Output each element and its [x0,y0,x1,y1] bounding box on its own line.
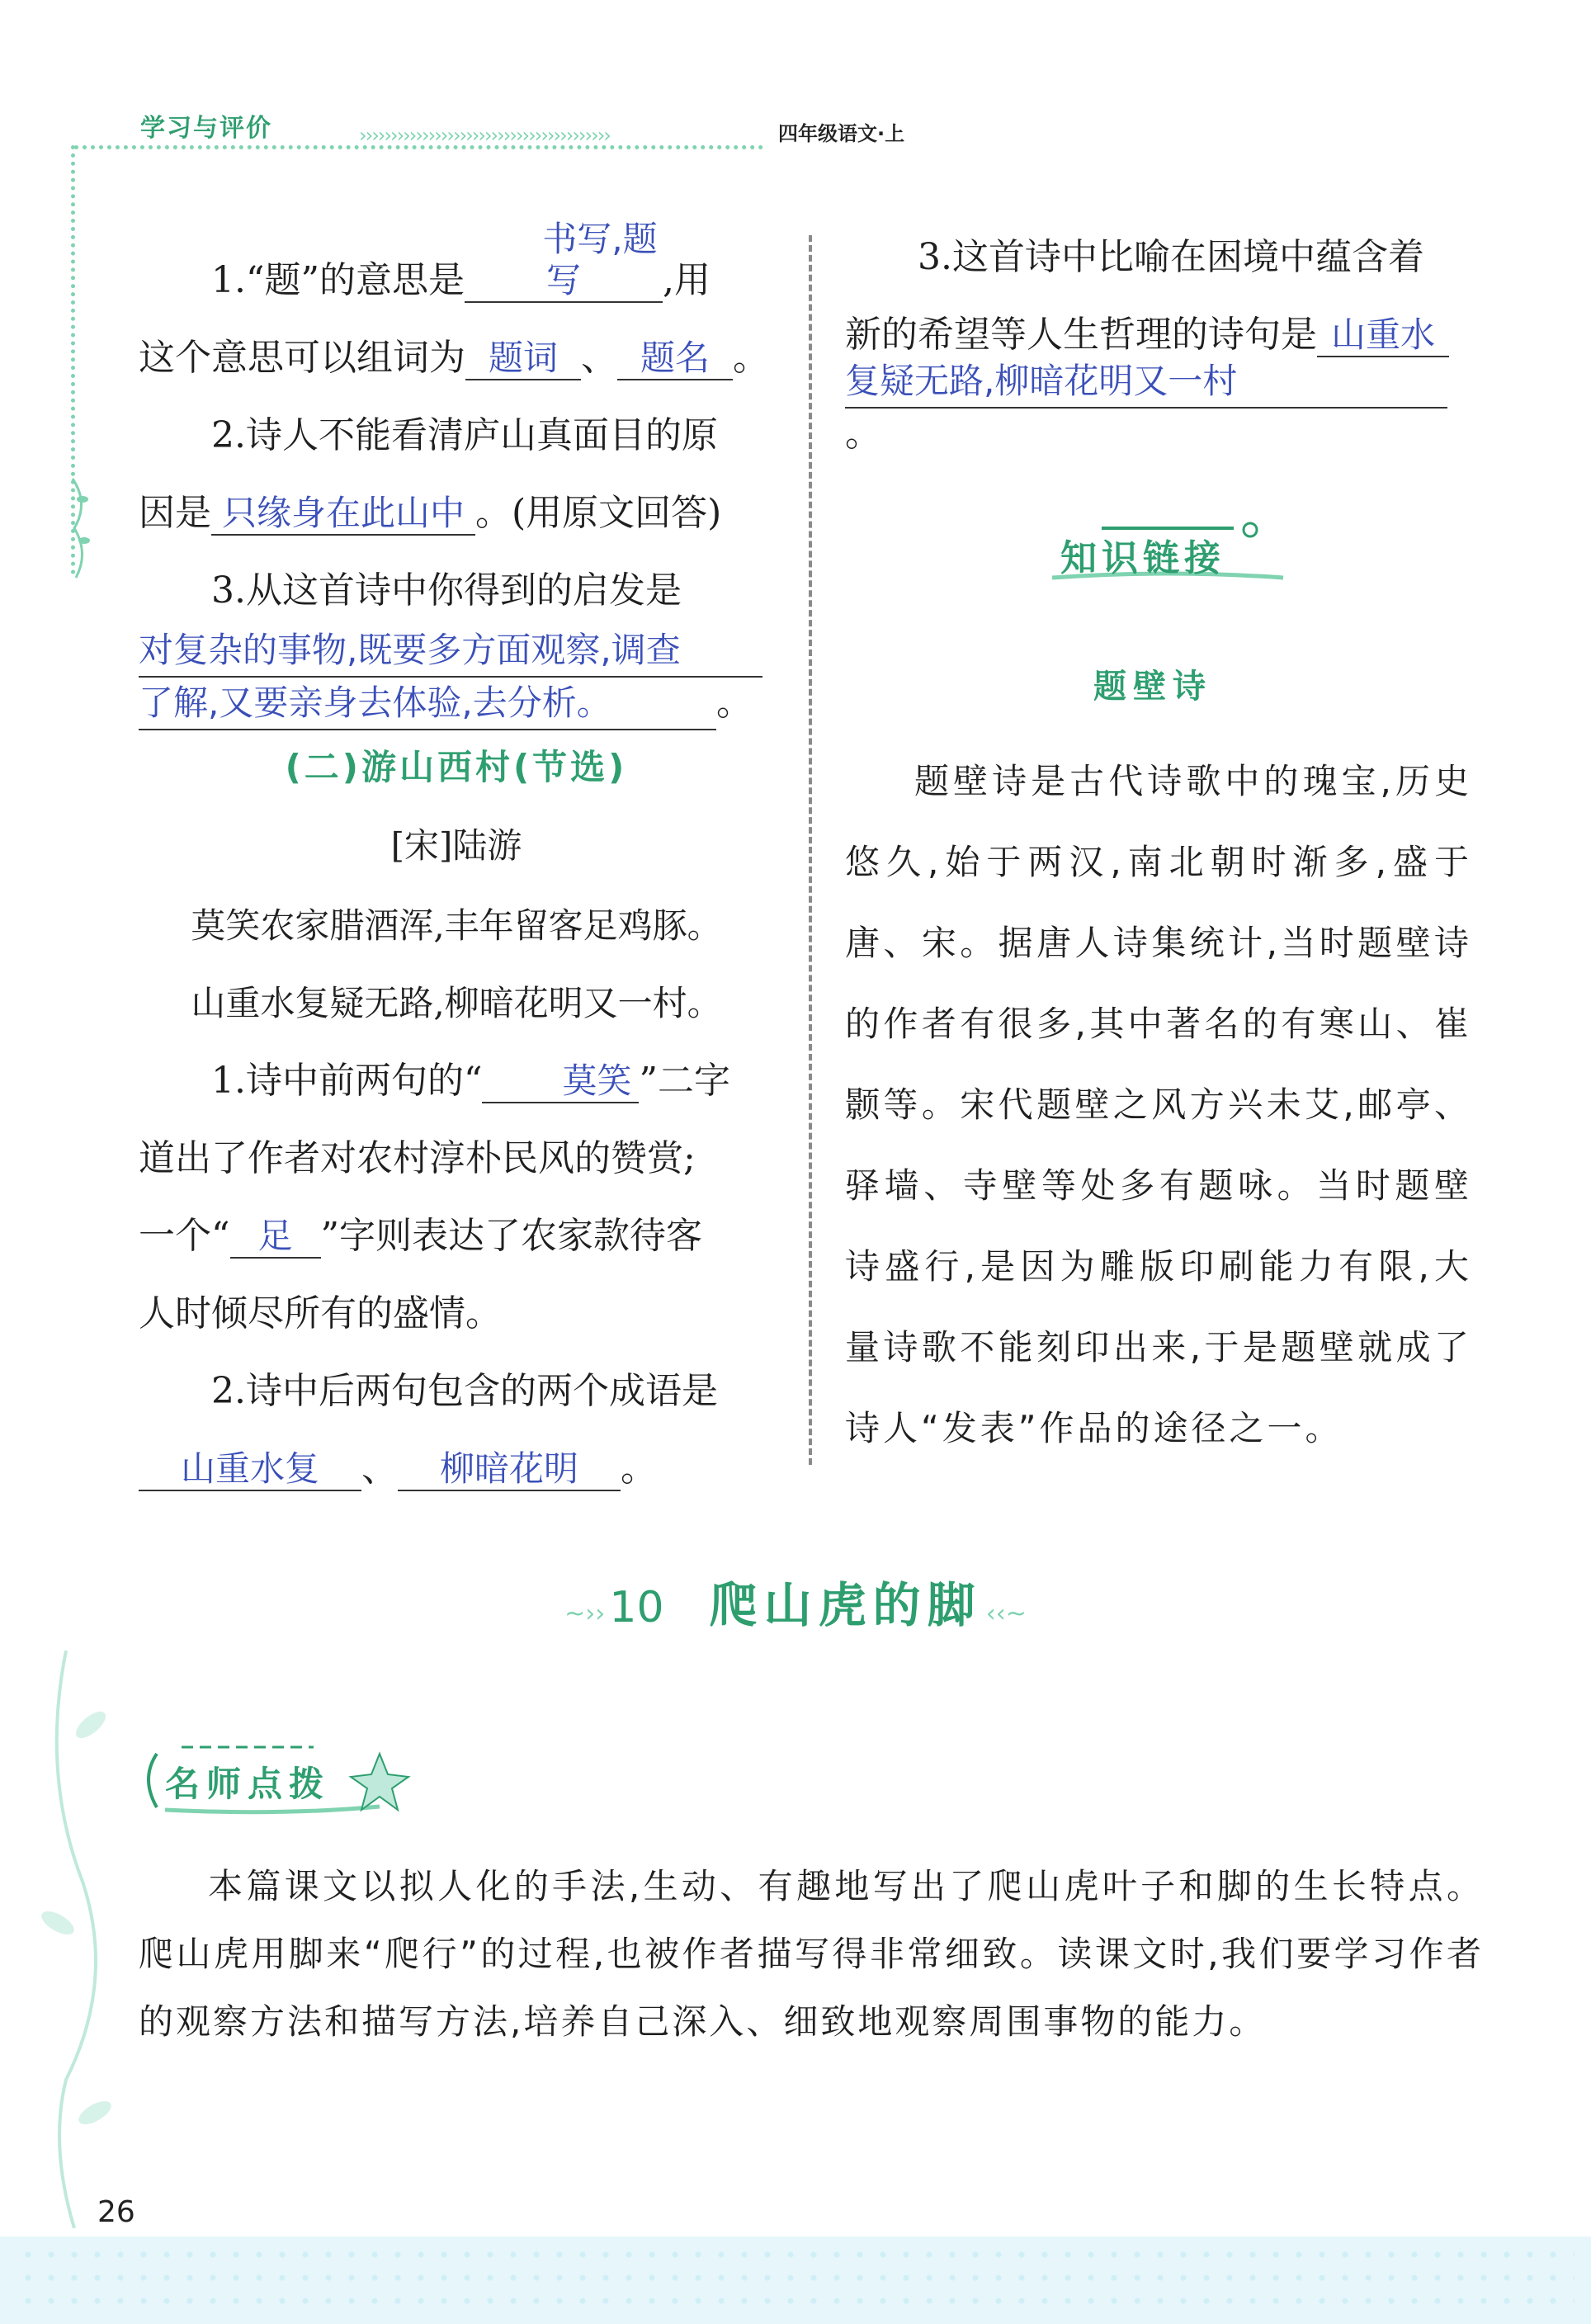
p1: 1.诗中前两句的“ 莫笑 ”二字 [211,1060,730,1102]
knowledge-body: 题壁诗是古代诗歌中的瑰宝,历史悠久,始于两汉,南北朝时渐多,盛于唐、宋。据唐人诗集统计,当时题壁诗的作者有很多,其中著名的有寒山、崔颢等。宋代题壁之风方兴未艾,邮亭、驿墙、寺壁等处多有题咏。当时题壁诗盛行,是因为雕版印刷能力有限,大量诗歌不能刻印出来,于是题壁就成了诗人“发表”作品的途径之一。 [845,761,1472,1448]
answer-blank: 只缘身在此山中 [211,493,475,536]
q3-answer: 对复杂的事物,既要多方面观察,调查 了解,又要亲身去体验,去分析。 。 [139,625,774,730]
header-brand: 学习与评价 [140,114,272,143]
lesson-number: 10 [609,1583,664,1632]
knowledge-link-title: 知识链接 [1060,537,1225,579]
r-q3-answer: 复疑无路,柳暗花明又一村。 [845,356,1480,460]
vine-decoration-icon [33,1651,124,2228]
header-arrow-decoration: ›››››››››››››››››››››››››››››››››››››››› [359,124,610,147]
section2-title: (二)游山西村(节选) [285,747,628,787]
p1-line3: 一个“ 足 ”字则表达了农家款待客 [139,1215,702,1257]
teacher-tip-badge [132,1737,421,1820]
poem-author: [宋]陆游 [390,825,522,866]
lesson-deco-right: ‹‹~ [985,1599,1027,1628]
knowledge-title: 题壁诗 [1093,668,1212,706]
answer-blank: 莫笑 [482,1060,639,1103]
lesson-title: 爬山虎的脚 [709,1577,982,1633]
teacher-tip-title: 名师点拨 [165,1764,331,1804]
answer-blank: 书写,题写 [465,219,663,303]
knowledge-link-badge [1036,520,1300,584]
answer-blank: 山重水复 [139,1448,361,1491]
lesson-heading [0,1566,1591,1636]
teacher-tip-body: 本篇课文以拟人化的手法,生动、有趣地写出了爬山虎叶子和脚的生长特点。爬山虎用脚来“爬行”的过程,也被作者描写得非常细致。读课文时,我们要学习作者的观察方法和描写方法,培养自己深入、细致地观察周围事物的能力。 [139,1866,1484,2042]
q2-line2: 因是 只缘身在此山中 。(用原文回答) [139,492,722,534]
page-number: 26 [97,2195,135,2229]
p2-line2: 山重水复 、 柳暗花明 。 [139,1430,774,1508]
q1-line2: 这个意思可以组词为 题词 、 题名 。 [139,337,769,379]
leaf-sprig-icon [64,470,97,586]
answer-blank: 题名 [617,338,733,380]
footer-dot-pattern [17,2243,1574,2317]
r-q3-line2: 新的希望等人生哲理的诗句是 山重水 [845,296,1480,374]
p1-line2: 道出了作者对农村淳朴民风的赞赏; [139,1137,696,1179]
q2: 2.诗人不能看清庐山真面目的原 [211,414,718,456]
answer-blank: 题词 [465,338,581,380]
header-grade: 四年级语文·上 [778,122,905,145]
lesson-deco-left: ~›› [564,1599,606,1628]
header-dotted-line [74,145,763,149]
left-column [139,219,774,1508]
column-divider [809,235,812,1465]
q1: 1.“题”的意思是书写,题写 ,用 [211,219,711,301]
r-q3: 3.这首诗中比喻在困境中蕴含着 [918,236,1424,278]
poem-line1: 莫笑农家腊酒浑,丰年留客足鸡豚。 [191,905,722,946]
p2: 2.诗中后两句包含的两个成语是 [211,1370,718,1412]
p1-line4: 人时倾尽所有的盛情。 [139,1292,502,1334]
q3: 3.从这首诗中你得到的启发是 [211,569,682,612]
right-column [845,219,1480,460]
answer-blank: 足 [230,1216,321,1259]
poem-line2: 山重水复疑无路,柳暗花明又一村。 [191,983,722,1023]
answer-blank: 柳暗花明 [398,1448,621,1491]
answer-blank: 山重水 [1317,314,1449,357]
